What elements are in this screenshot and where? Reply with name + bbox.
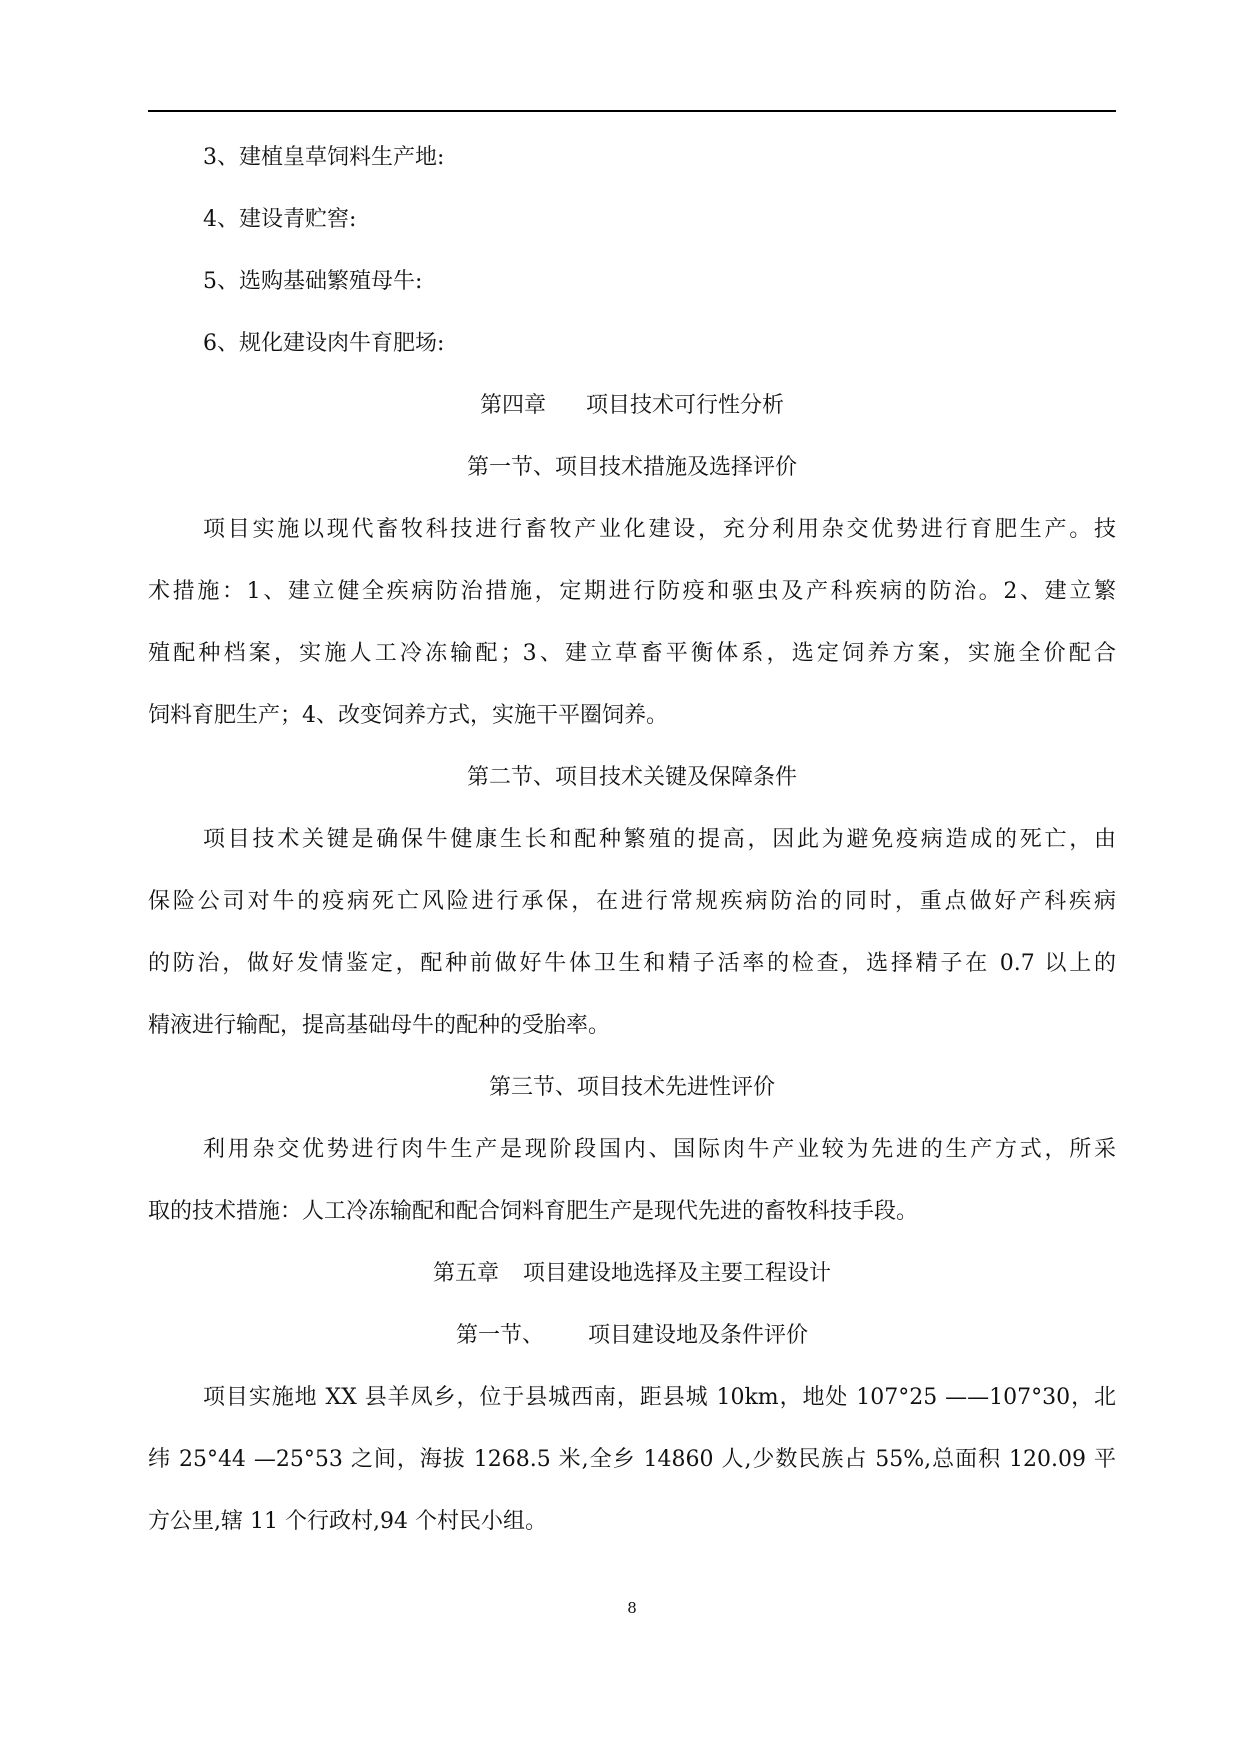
list-item: 3、建植皇草饲料生产地: <box>203 145 445 170</box>
paragraph-line: 方公里,辖 11 个行政村,94 个村民小组。 <box>148 1509 547 1534</box>
header-rule <box>148 110 1116 112</box>
paragraph-line: 殖配种档案，实施人工冷冻输配；3、建立草畜平衡体系，选定饲养方案，实施全价配合 <box>148 641 1116 666</box>
chapter-heading <box>148 391 1116 421</box>
section-heading: 第二节、项目技术关键及保障条件 <box>466 765 797 790</box>
chapter-heading <box>148 1259 1116 1289</box>
section-heading: 第三节、项目技术先进性评价 <box>488 1075 775 1100</box>
paragraph-line: 项目技术关键是确保牛健康生长和配种繁殖的提高，因此为避免疫病造成的死亡，由 <box>203 827 1116 852</box>
paragraph-line: 纬 25°44 —25°53 之间，海拔 1268.5 米,全乡 14860 人,少数民族占 55%,总面积 120.09 平 <box>148 1447 1116 1472</box>
paragraph-line: 饲料育肥生产；4、改变饲养方式，实施干平圈饲养。 <box>148 703 668 728</box>
paragraph-line: 的防治，做好发情鉴定，配种前做好牛体卫生和精子活率的检查，选择精子在 0.7 以上的 <box>148 951 1116 976</box>
chapter-title: 项目建设地选择及主要工程设计 <box>523 1261 832 1286</box>
chapter-label: 第五章 <box>432 1261 499 1286</box>
paragraph-line: 术措施：1、建立健全疾病防治措施，定期进行防疫和驱虫及产科疾病的防治。2、建立繁 <box>148 579 1116 604</box>
chapter-title: 项目技术可行性分析 <box>586 393 785 418</box>
paragraph-line: 取的技术措施：人工冷冻输配和配合饲料育肥生产是现代先进的畜牧科技手段。 <box>148 1199 919 1224</box>
paragraph-line: 利用杂交优势进行肉牛生产是现阶段国内、国际肉牛产业较为先进的生产方式，所采 <box>203 1137 1116 1162</box>
list-item: 4、建设青贮窖: <box>203 207 357 232</box>
section-heading: 第一节、项目技术措施及选择评价 <box>466 455 797 480</box>
section-heading <box>148 1321 1116 1351</box>
paragraph-line: 精液进行输配，提高基础母牛的配种的受胎率。 <box>148 1013 611 1038</box>
chapter-label: 第四章 <box>479 393 546 418</box>
list-item: 5、选购基础繁殖母牛: <box>203 269 423 294</box>
paragraph-line: 项目实施地 XX 县羊凤乡，位于县城西南，距县城 10km，地处 107°25 ——107°30，北 <box>203 1385 1116 1410</box>
list-item: 6、规化建设肉牛育肥场: <box>203 331 445 356</box>
section-label: 第一节、 <box>455 1323 544 1348</box>
paragraph-line: 保险公司对牛的疫病死亡风险进行承保，在进行常规疾病防治的同时，重点做好产科疾病 <box>148 889 1116 914</box>
section-title: 项目建设地及条件评价 <box>588 1323 809 1348</box>
paragraph-line: 项目实施以现代畜牧科技进行畜牧产业化建设，充分利用杂交优势进行育肥生产。技 <box>203 517 1116 542</box>
page-number: 8 <box>627 1599 637 1617</box>
